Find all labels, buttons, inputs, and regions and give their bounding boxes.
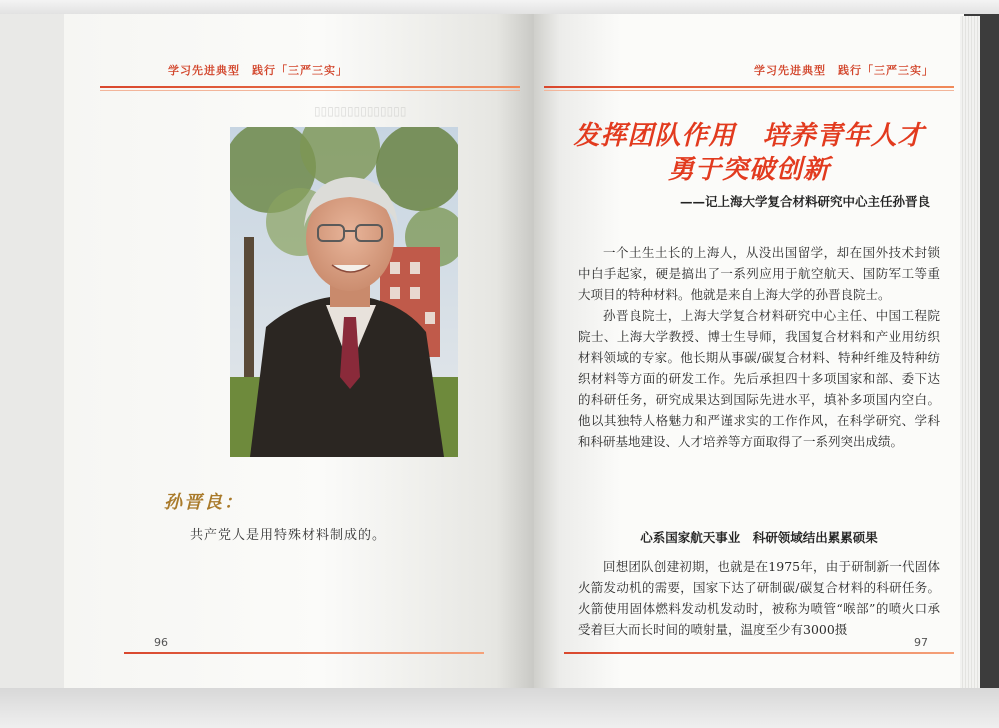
article-title-line-1: 发挥团队作用 培养青年人才 (573, 121, 925, 151)
left-page (64, 14, 534, 690)
footer-rule (124, 652, 484, 654)
paragraph: 回想团队创建初期，也就是在1975年，由于研制新一代固体火箭发动机的需要，国家下达了研制碳/碳复合材料的科研任务。火箭使用固体燃料发动机发动时，被称为喷管“喉部”的喷火口承受着巨大而长时间的喷射量，温度至少有3000摄 (578, 559, 940, 637)
page-number: 97 (914, 636, 928, 649)
paragraph: 一个土生土长的上海人，从没出国留学，却在国外技术封锁中白手起家，硬是搞出了一系列应用于航空航天、国防军工等重大项目的特种材料。他就是来自上海大学的孙晋良院士。 (578, 245, 940, 302)
header-rule (100, 86, 520, 88)
running-head: 学习先进典型 践行「三严三实」 (754, 64, 934, 77)
article-body (578, 242, 940, 452)
quote: 共产党人是用特殊材料制成的。 (190, 528, 387, 543)
header-rule-thin (100, 90, 520, 91)
article-title-line-2: 勇于突破创新 (667, 155, 830, 185)
running-head: 学习先进典型 践行「三严三实」 (168, 64, 348, 77)
bleed-through-text: ▯▯▯▯▯▯▯▯▯▯▯▯▯▯ (314, 104, 407, 118)
header-rule (544, 86, 954, 88)
page-number: 96 (154, 636, 168, 649)
scan-left-margin (0, 14, 64, 690)
article-byline: ——记上海大学复合材料研究中心主任孙晋良 (679, 194, 930, 209)
page-stack-edge (960, 16, 980, 688)
footer-rule (564, 652, 954, 654)
section-subhead: 心系国家航天事业 科研领域结出累累硕果 (640, 530, 878, 545)
signature: 孙晋良： (164, 492, 244, 513)
header-rule-thin (544, 90, 954, 91)
scan-edge-bottom (0, 688, 999, 728)
portrait-photo (230, 127, 458, 457)
article-body-continued (578, 556, 940, 640)
scan-edge-top (0, 0, 999, 14)
paragraph: 孙晋良院士，上海大学复合材料研究中心主任、中国工程院院士、上海大学教授、博士生导师，我国复合材料和产业用纺织材料领域的专家。他长期从事碳/碳复合材料、特种纤维及特种纺织材料等方面的研发工作。先后承担四十多项国家和部、委下达的科研任务，研究成果达到国际先进水平，填补多项国内空白。他以其独特人格魅力和严谨求实的工作作风，在科学研究、学科和科研基地建设、人才培养等方面取得了一系列突出成绩。 (578, 308, 940, 449)
right-page (534, 14, 964, 690)
